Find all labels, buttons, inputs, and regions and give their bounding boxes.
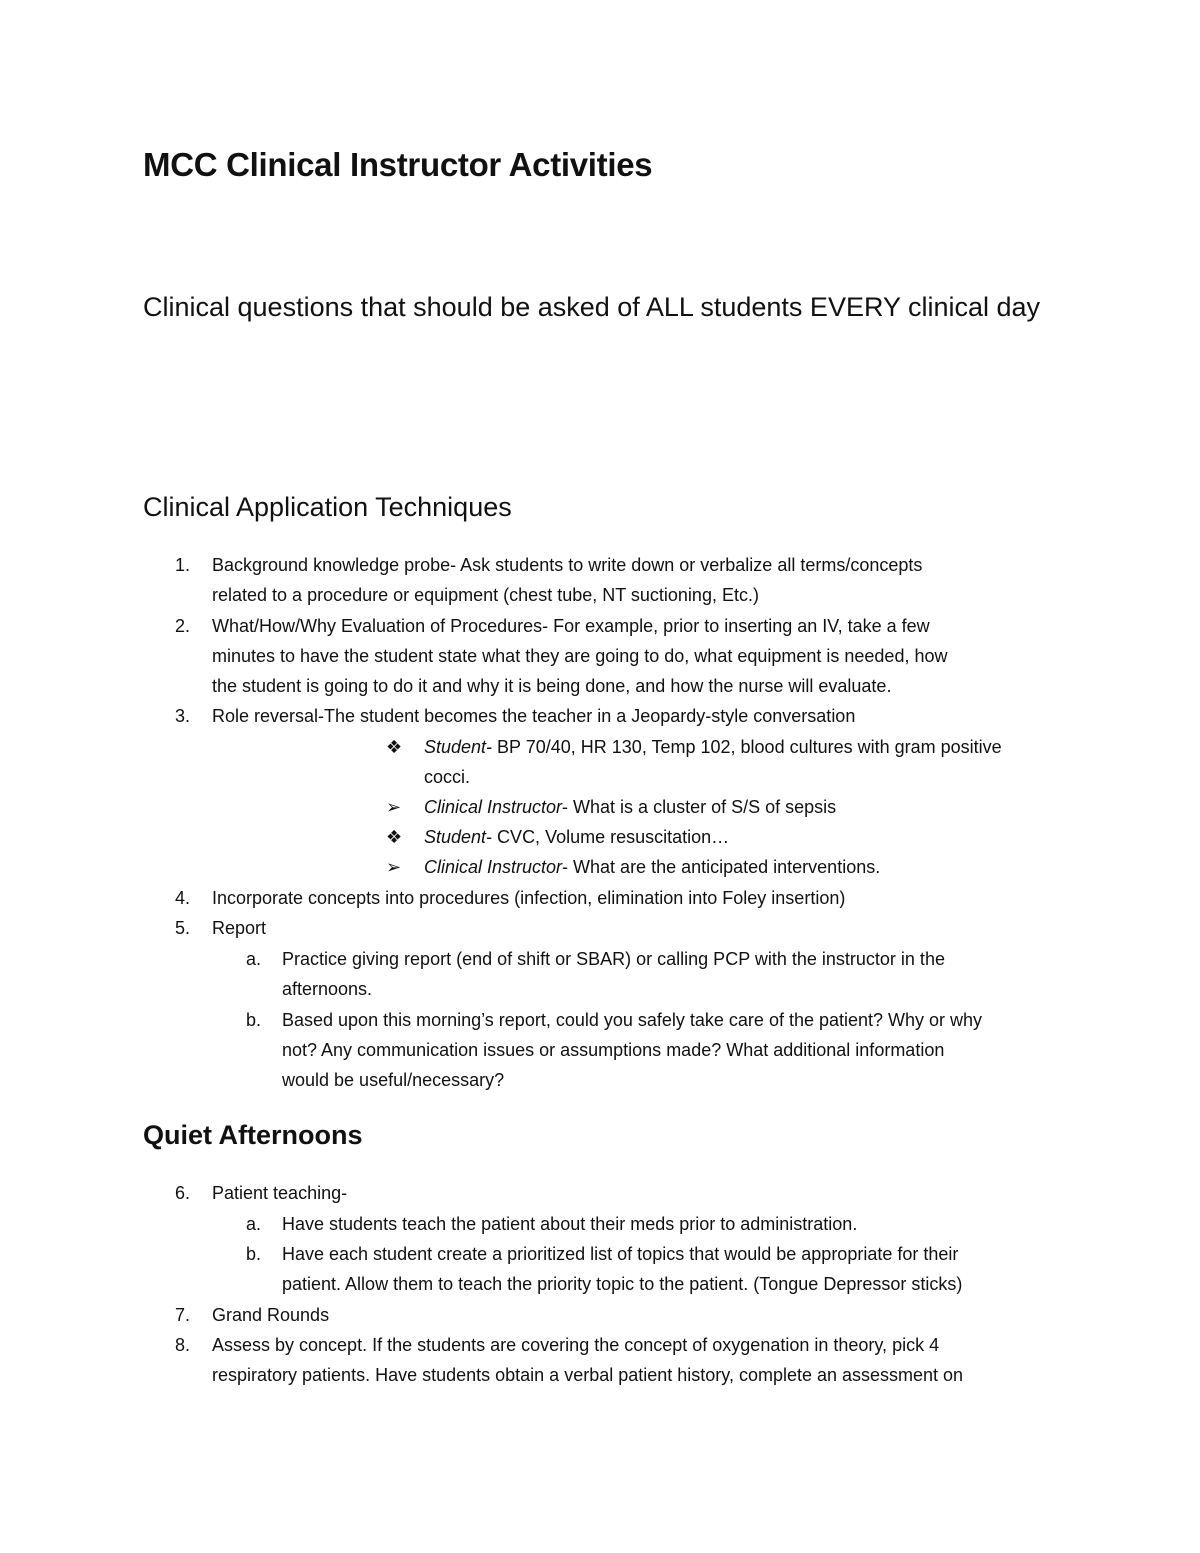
roleplay-text: BP 70/40, HR 130, Temp 102, blood cultures with gram positive (492, 737, 1002, 757)
sub-item-line: afternoons. (282, 979, 373, 999)
roleplay-text: - What are the anticipated interventions. (562, 857, 881, 877)
sub-item-line: Practice giving report (end of shift or SBAR) or calling PCP with the instructor in the (282, 949, 945, 969)
list-item-line: Background knowledge probe- Ask students to write down or verbalize all terms/concepts (212, 555, 923, 575)
list-item-line: Report (212, 918, 267, 938)
sub-item-line: would be useful/necessary? (282, 1070, 505, 1090)
sub-item-line: Have each student create a prioritized list of topics that would be appropriate for their (282, 1244, 959, 1264)
list-letter: b. (246, 1010, 262, 1030)
list-number: 6. (175, 1183, 191, 1203)
sub-item-line: patient. Allow them to teach the priority topic to the patient. (Tongue Depressor sticks) (282, 1274, 963, 1294)
arrow-bullet-icon: ➢ (386, 857, 402, 877)
list-number: 1. (175, 555, 191, 575)
roleplay-line (424, 732, 1002, 762)
subtitle: Clinical questions that should be asked of ALL students EVERY clinical day (143, 292, 1041, 322)
section-heading-quiet-afternoons: Quiet Afternoons (143, 1120, 363, 1150)
list-number: 3. (175, 706, 191, 726)
arrow-bullet-icon: ➢ (386, 797, 402, 817)
list-item-line: Assess by concept. If the students are covering the concept of oxygenation in theory, pick 4 (212, 1335, 940, 1355)
speaker-label: Student- (424, 737, 493, 757)
speaker-label: Clinical Instructor (424, 857, 563, 877)
roleplay-line (424, 792, 836, 822)
list-item-line: Incorporate concepts into procedures (infection, elimination into Foley insertion) (212, 888, 846, 908)
sub-item-line: Have students teach the patient about their meds prior to administration. (282, 1214, 858, 1234)
roleplay-line (424, 822, 729, 852)
roleplay-line (424, 852, 880, 882)
list-letter: a. (246, 949, 262, 969)
list-item-line: related to a procedure or equipment (chest tube, NT suctioning, Etc.) (212, 585, 759, 605)
diamond-bullet-icon: ❖ (386, 737, 403, 757)
list-item-line: What/How/Why Evaluation of Procedures- For example, prior to inserting an IV, take a few (212, 616, 930, 636)
section-heading-clinical-application: Clinical Application Techniques (143, 492, 512, 522)
sub-item-line: not? Any communication issues or assumptions made? What additional information (282, 1040, 945, 1060)
speaker-label: Clinical Instructor (424, 797, 563, 817)
list-item-line: Patient teaching- (212, 1183, 348, 1203)
list-letter: a. (246, 1214, 262, 1234)
roleplay-text: - What is a cluster of S/S of sepsis (562, 797, 837, 817)
roleplay-text: - CVC, Volume resuscitation… (486, 827, 730, 847)
list-letter: b. (246, 1244, 262, 1264)
list-number: 4. (175, 888, 191, 908)
list-number: 5. (175, 918, 191, 938)
list-item-line: Role reversal-The student becomes the teacher in a Jeopardy-style conversation (212, 706, 856, 726)
sub-item-line: Based upon this morning’s report, could you safely take care of the patient? Why or why (282, 1010, 983, 1030)
list-item-line: respiratory patients. Have students obtain a verbal patient history, complete an assessment on (212, 1365, 964, 1385)
roleplay-continuation: cocci. (424, 767, 471, 787)
list-number: 7. (175, 1305, 191, 1325)
document-title: MCC Clinical Instructor Activities (143, 146, 653, 183)
diamond-bullet-icon: ❖ (386, 827, 403, 847)
list-item-line: Grand Rounds (212, 1305, 330, 1325)
list-number: 2. (175, 616, 191, 636)
list-item-line: minutes to have the student state what they are going to do, what equipment is needed, how (212, 646, 948, 666)
list-number: 8. (175, 1335, 191, 1355)
speaker-label: Student (424, 827, 487, 847)
list-item-line: the student is going to do it and why it is being done, and how the nurse will evaluate. (212, 676, 892, 696)
